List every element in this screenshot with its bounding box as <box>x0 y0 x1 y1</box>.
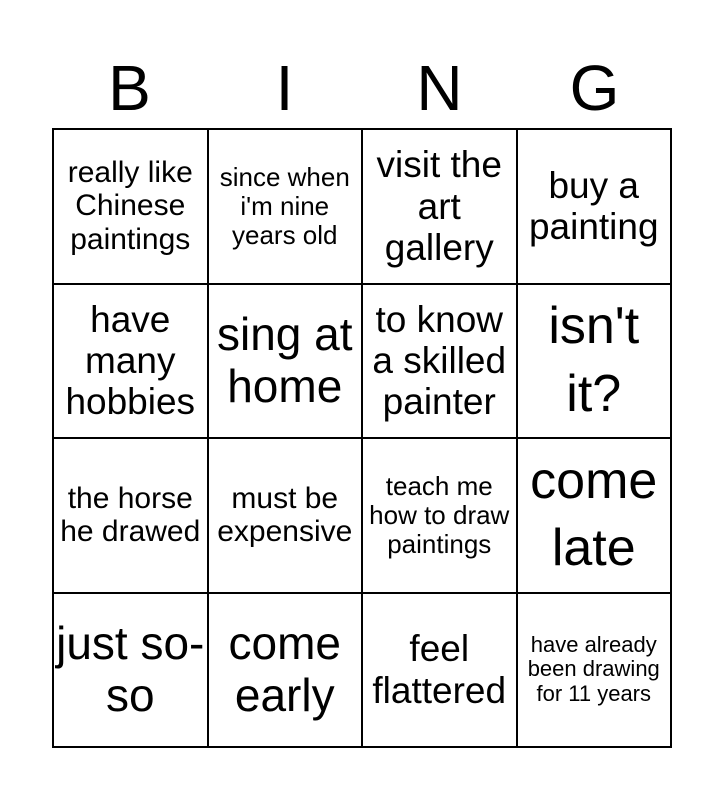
header-letter-i: I <box>275 52 294 124</box>
cell-text: isn't it? <box>548 297 640 423</box>
cell-text: feel flattered <box>372 628 507 711</box>
bingo-card-grid <box>52 128 672 748</box>
bingo-cell[interactable] <box>518 439 673 594</box>
cell-text: buy a painting <box>528 164 659 248</box>
bingo-cell[interactable] <box>363 285 518 440</box>
bingo-cell[interactable] <box>54 439 209 594</box>
header-letter-g: G <box>569 52 620 124</box>
bingo-cell[interactable] <box>363 439 518 594</box>
bingo-cell[interactable] <box>54 594 209 749</box>
bingo-cell[interactable] <box>209 439 364 594</box>
bingo-cell[interactable] <box>54 285 209 440</box>
cell-text: just so-so <box>56 617 205 721</box>
cell-text: really like Chinese paintings <box>67 155 193 257</box>
cell-text: come late <box>530 451 658 578</box>
bingo-cell[interactable] <box>518 594 673 749</box>
header-letter-n: N <box>416 52 463 124</box>
bingo-cell[interactable] <box>518 285 673 440</box>
bingo-cell[interactable] <box>209 285 364 440</box>
cell-text: must be expensive <box>217 481 353 549</box>
cell-text: sing at home <box>216 308 353 412</box>
cell-text: come early <box>228 617 341 721</box>
header-letter-b: B <box>108 52 151 124</box>
cell-text: to know a skilled painter <box>372 298 507 423</box>
bingo-cell[interactable] <box>363 594 518 749</box>
bingo-header <box>52 48 672 128</box>
cell-text: have already been drawing for 11 years <box>527 631 660 707</box>
bingo-cell[interactable] <box>54 130 209 285</box>
bingo-cell[interactable] <box>518 130 673 285</box>
cell-text: teach me how to draw paintings <box>369 470 510 559</box>
cell-text: since when i'm nine years old <box>219 161 350 250</box>
cell-text: the horse he drawed <box>60 481 201 549</box>
cell-text: visit the art gallery <box>376 144 502 268</box>
cell-text: have many hobbies <box>65 298 196 423</box>
bingo-cell[interactable] <box>209 594 364 749</box>
bingo-cell[interactable] <box>209 130 364 285</box>
bingo-cell[interactable] <box>363 130 518 285</box>
